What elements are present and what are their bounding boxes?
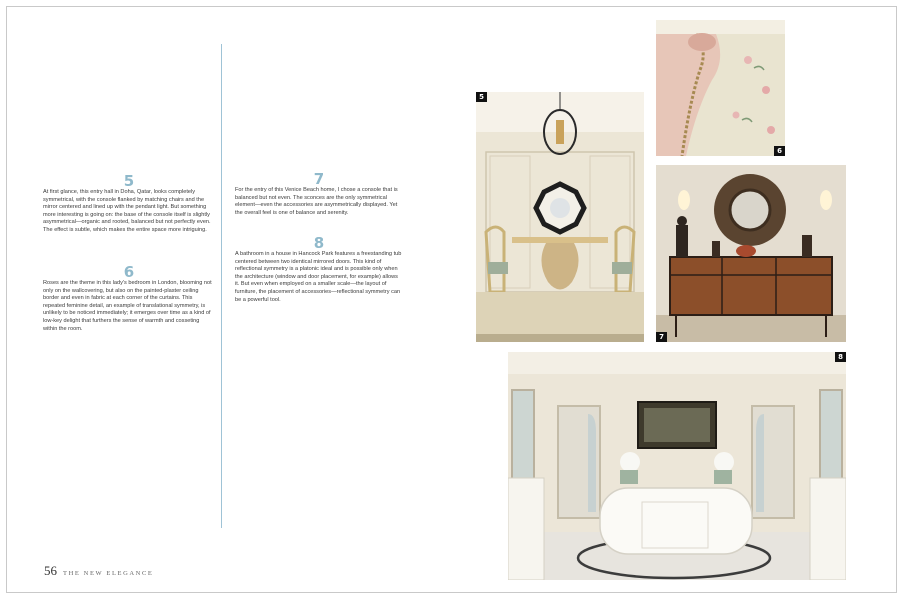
folio	[44, 563, 153, 579]
caption-number: 7	[313, 170, 325, 188]
caption-8	[235, 236, 403, 304]
photo-number-badge: 5	[476, 92, 487, 102]
curtain-illustration	[656, 20, 785, 156]
photo-curtain-detail	[656, 20, 785, 156]
caption-text: A bathroom in a house in Hancock Park features a freestanding tub centered between two identical mirrored doors. This kind of reflectional symmetry is a platonic ideal and is possible only when the architecture (window and door placement, for example) allows it. But even when employed on a smaller scale—the layout of furniture, the placement of accessories—reflectional symmetry can be a powerful tool.	[235, 251, 402, 303]
photo-console-entry	[656, 165, 846, 342]
caption-text: At first glance, this entry hall in Doha, Qatar, looks completely symmetrical, with the console flanked by matching chairs and the mirror centered and lined up with the pendant light. But something more interesting is going on: the base of the console itself is slightly asymmetrical—organic and rooted, balanced but not perfectly even. The effect is subtle, which makes the entire space more intriguing.	[43, 189, 211, 233]
caption-text: Roses are the theme in this lady's bedroom in London, blooming not only on the wallcovering, but also on the painted-plaster ceiling border and even in fabric at each corner of the curtains. This repeated feminine detail, an example of translational symmetry, is unlikely to be noticed immediately; it emerges over time as a kind of low-key delight that furthers the sense of warmth and cosseting within the room.	[43, 280, 212, 332]
console-illustration	[656, 165, 846, 342]
column-rule	[221, 44, 222, 528]
bathroom-illustration	[508, 352, 846, 580]
photo-number-badge: 7	[656, 332, 667, 342]
caption-text: For the entry of this Venice Beach home, I chose a console that is balanced but not even. The sconces are the only symmetrical element—even the accessories are asymmetrically displayed. Yet the overall feel is one of balance and serenity.	[235, 187, 398, 216]
caption-number: 6	[123, 263, 135, 281]
caption-number: 5	[123, 172, 135, 190]
photo-bathroom	[508, 352, 846, 580]
photo-number-badge: 6	[774, 146, 785, 156]
page-number: 56	[44, 563, 57, 578]
caption-6	[43, 265, 215, 333]
caption-5	[43, 174, 215, 235]
book-title: THE NEW ELEGANCE	[63, 570, 154, 577]
entry-hall-illustration	[476, 92, 644, 342]
caption-7	[235, 172, 403, 217]
photo-entry-hall	[476, 92, 644, 342]
photo-number-badge: 8	[835, 352, 846, 362]
caption-number: 8	[313, 234, 325, 252]
